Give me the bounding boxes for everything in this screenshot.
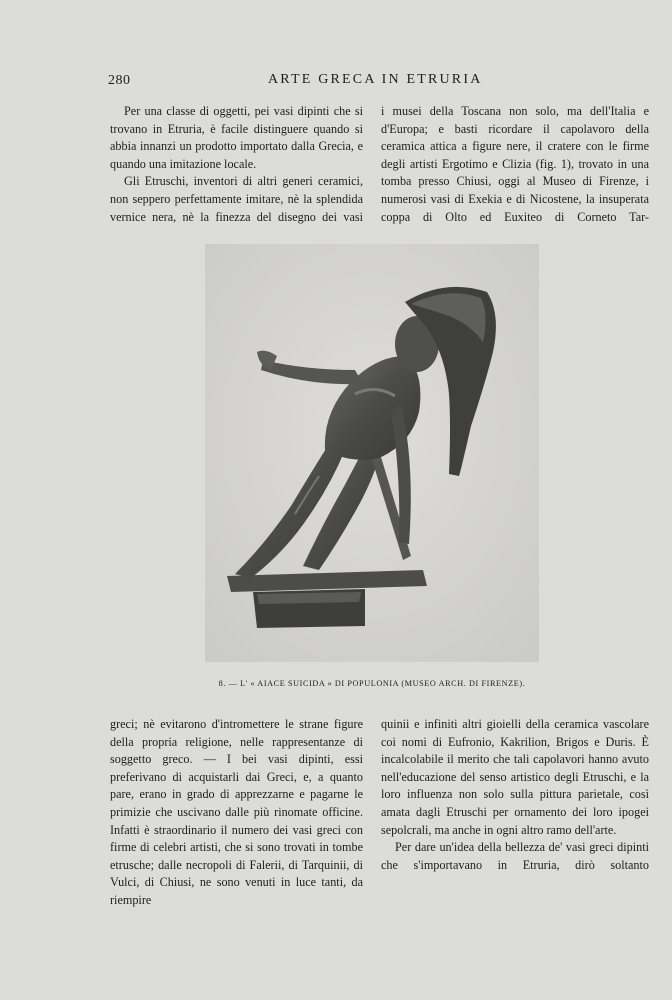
paragraph: Gli Etruschi, inventori di altri generi ceramici, non seppero perfettamente imitare, nè la splendida vernice nera, nè la finezza del disegno dei vasi bbox=[110, 174, 363, 224]
upper-right-column bbox=[381, 103, 649, 226]
running-title: ARTE GRECA IN ETRURIA bbox=[268, 72, 483, 87]
figure-caption: 8. — L' « AIACE SUICIDA » DI POPULONIA (MUSEO ARCH. DI FIRENZE). bbox=[218, 679, 526, 688]
figure-photograph bbox=[205, 244, 539, 662]
page-number: 280 bbox=[108, 73, 131, 88]
bronze-statuette-image bbox=[205, 244, 539, 662]
paragraph: Per una classe di oggetti, pei vasi dipinti che si trovano in Etruria, è facile distinguere quando si abbia innanzi un prodotto importato dalla Grecia, e quando una imitazione locale. bbox=[110, 104, 363, 171]
upper-left-column bbox=[110, 103, 363, 226]
lower-right-column bbox=[381, 716, 649, 874]
paragraph: Per dare un'idea della bellezza de' vasi greci dipinti che s'importavano in Etruria, dirò soltanto bbox=[381, 840, 649, 872]
paragraph: greci; nè evitarono d'intromettere le strane figure della propria religione, nelle rappresentanze di soggetto greco. — I bei vasi dipinti, essi preferivano di acquistarli dai Greci, e, a quanto pare, erano in grado di apprezzarne e pagarne le primizie che uscivano dalle più rinomate officine. Infatti è straordinario il numero dei vasi greci con firme di celebri artisti, che si sono trovati in tombe etrusche; dalle necropoli di Falerii, di Tarquinii, di Vulci, di Chiusi, ne sono venuti in luce tanti, da riempire bbox=[110, 717, 363, 907]
lower-left-column bbox=[110, 716, 363, 910]
paragraph: quinii e infiniti altri gioielli della ceramica vascolare coi nomi di Eufronio, Kakrilion, Brigos e Duris. È incalcolabile il merito che tali capolavori hanno avuto nell'educazione del senso artistico degli Etruschi, e la loro influenza non solo sulla pittura parietale, così amata dagli Etruschi per ornamento dei loro ipogei sepolcrali, ma anche in ogni altro ramo dell'arte. bbox=[381, 717, 649, 837]
paragraph: i musei della Toscana non solo, ma dell'Italia e d'Europa; e basti ricordare il capolavoro della ceramica attica a figure nere, il cratere con le firme degli artisti Ergotimo e Clizia (fig. 1), trovato in una tomba presso Chiusi, oggi al Museo di Firenze, i numerosi vasi di Exekia e di Nicostene, la insuperata coppa di Olto ed Euxiteo di Corneto Tar- bbox=[381, 104, 649, 224]
